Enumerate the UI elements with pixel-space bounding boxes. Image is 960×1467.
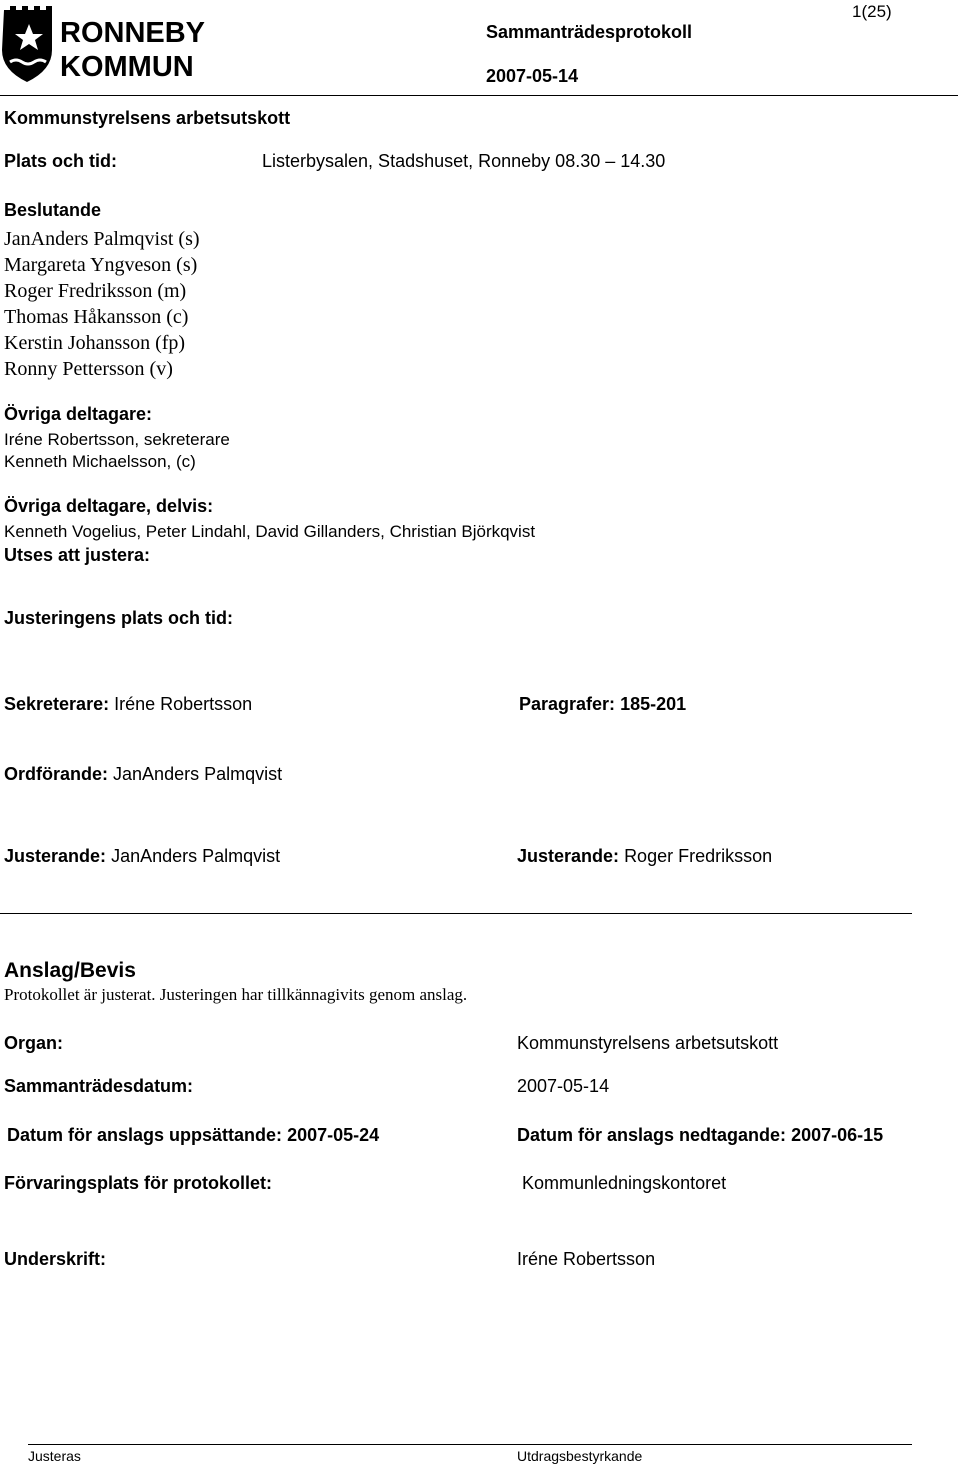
- removed-row: [517, 1125, 883, 1146]
- meeting-date-value: 2007-05-14: [517, 1076, 610, 1096]
- others-partial-list: Kenneth Vogelius, Peter Lindahl, David Gillanders, Christian Björkqvist: [4, 522, 536, 541]
- document-type: Sammanträdesprotokoll: [486, 22, 693, 42]
- deciding-member: JanAnders Palmqvist (s): [4, 228, 200, 250]
- adjuster2-row: [517, 846, 772, 867]
- secretary-label: Sekreterare:: [4, 694, 110, 714]
- organ-title: Kommunstyrelsens arbetsutskott: [4, 108, 291, 128]
- others-label: Övriga deltagare:: [4, 404, 153, 424]
- other-participant: Iréne Robertsson, sekreterare: [4, 430, 230, 449]
- deciding-member: Roger Fredriksson (m): [4, 280, 187, 302]
- adjust-place-label: Justeringens plats och tid:: [4, 608, 234, 628]
- logo-text-line2: KOMMUN: [60, 51, 194, 83]
- footer-right: Utdragsbestyrkande: [517, 1448, 643, 1464]
- page-number: 1(25): [852, 2, 892, 21]
- paragraphs-row: [519, 694, 686, 715]
- notice-title: Anslag/Bevis: [4, 959, 136, 982]
- deciding-label: Beslutande: [4, 200, 102, 220]
- place-value: Listerbysalen, Stadshuset, Ronneby 08.30 – 14.30: [262, 151, 666, 171]
- footer-divider: [28, 1444, 912, 1445]
- chair-row: [4, 764, 282, 785]
- adjust-label: Utses att justera:: [4, 545, 151, 565]
- paragraphs-label: Paragrafer:: [519, 694, 616, 714]
- organ-value: Kommunstyrelsens arbetsutskott: [517, 1033, 779, 1053]
- posted-value: 2007-05-24: [287, 1125, 380, 1145]
- shield-icon: [2, 4, 212, 84]
- adjuster1-label: Justerande:: [4, 846, 107, 866]
- section-divider: [0, 913, 912, 914]
- chair-label: Ordförande:: [4, 764, 109, 784]
- organ-label: Organ:: [4, 1033, 64, 1053]
- deciding-member: Ronny Pettersson (v): [4, 358, 173, 380]
- adjuster1-value: JanAnders Palmqvist: [111, 846, 281, 866]
- other-participant: Kenneth Michaelsson, (c): [4, 452, 196, 471]
- adjuster2-label: Justerande:: [517, 846, 620, 866]
- deciding-member: Margareta Yngveson (s): [4, 254, 198, 276]
- posted-row: [7, 1125, 379, 1146]
- removed-label: Datum för anslags nedtagande:: [517, 1125, 787, 1145]
- header-divider: [0, 95, 958, 96]
- storage-value: Kommunledningskontoret: [522, 1173, 727, 1193]
- storage-label: Förvaringsplats för protokollet:: [4, 1173, 273, 1193]
- secretary-row: [4, 694, 252, 715]
- adjuster1-row: [4, 846, 280, 867]
- municipality-logo: [2, 4, 212, 84]
- footer-left: Justeras: [28, 1448, 81, 1464]
- posted-label: Datum för anslags uppsättande:: [7, 1125, 283, 1145]
- deciding-member: Kerstin Johansson (fp): [4, 332, 186, 354]
- secretary-value: Iréne Robertsson: [114, 694, 253, 714]
- deciding-member: Thomas Håkansson (c): [4, 306, 189, 328]
- header-date: 2007-05-14: [486, 66, 579, 86]
- signature-label: Underskrift:: [4, 1249, 107, 1269]
- notice-text: Protokollet är justerat. Justeringen har tillkännagivits genom anslag.: [4, 985, 468, 1004]
- adjuster2-value: Roger Fredriksson: [624, 846, 773, 866]
- chair-value: JanAnders Palmqvist: [113, 764, 283, 784]
- logo-text-line1: RONNEBY: [60, 17, 206, 49]
- meeting-date-label: Sammanträdesdatum:: [4, 1076, 194, 1096]
- paragraphs-value: 185-201: [620, 694, 687, 714]
- signature-value: Iréne Robertsson: [517, 1249, 656, 1269]
- place-label: Plats och tid:: [4, 151, 118, 171]
- others-partial-label: Övriga deltagare, delvis:: [4, 496, 214, 516]
- removed-value: 2007-06-15: [791, 1125, 884, 1145]
